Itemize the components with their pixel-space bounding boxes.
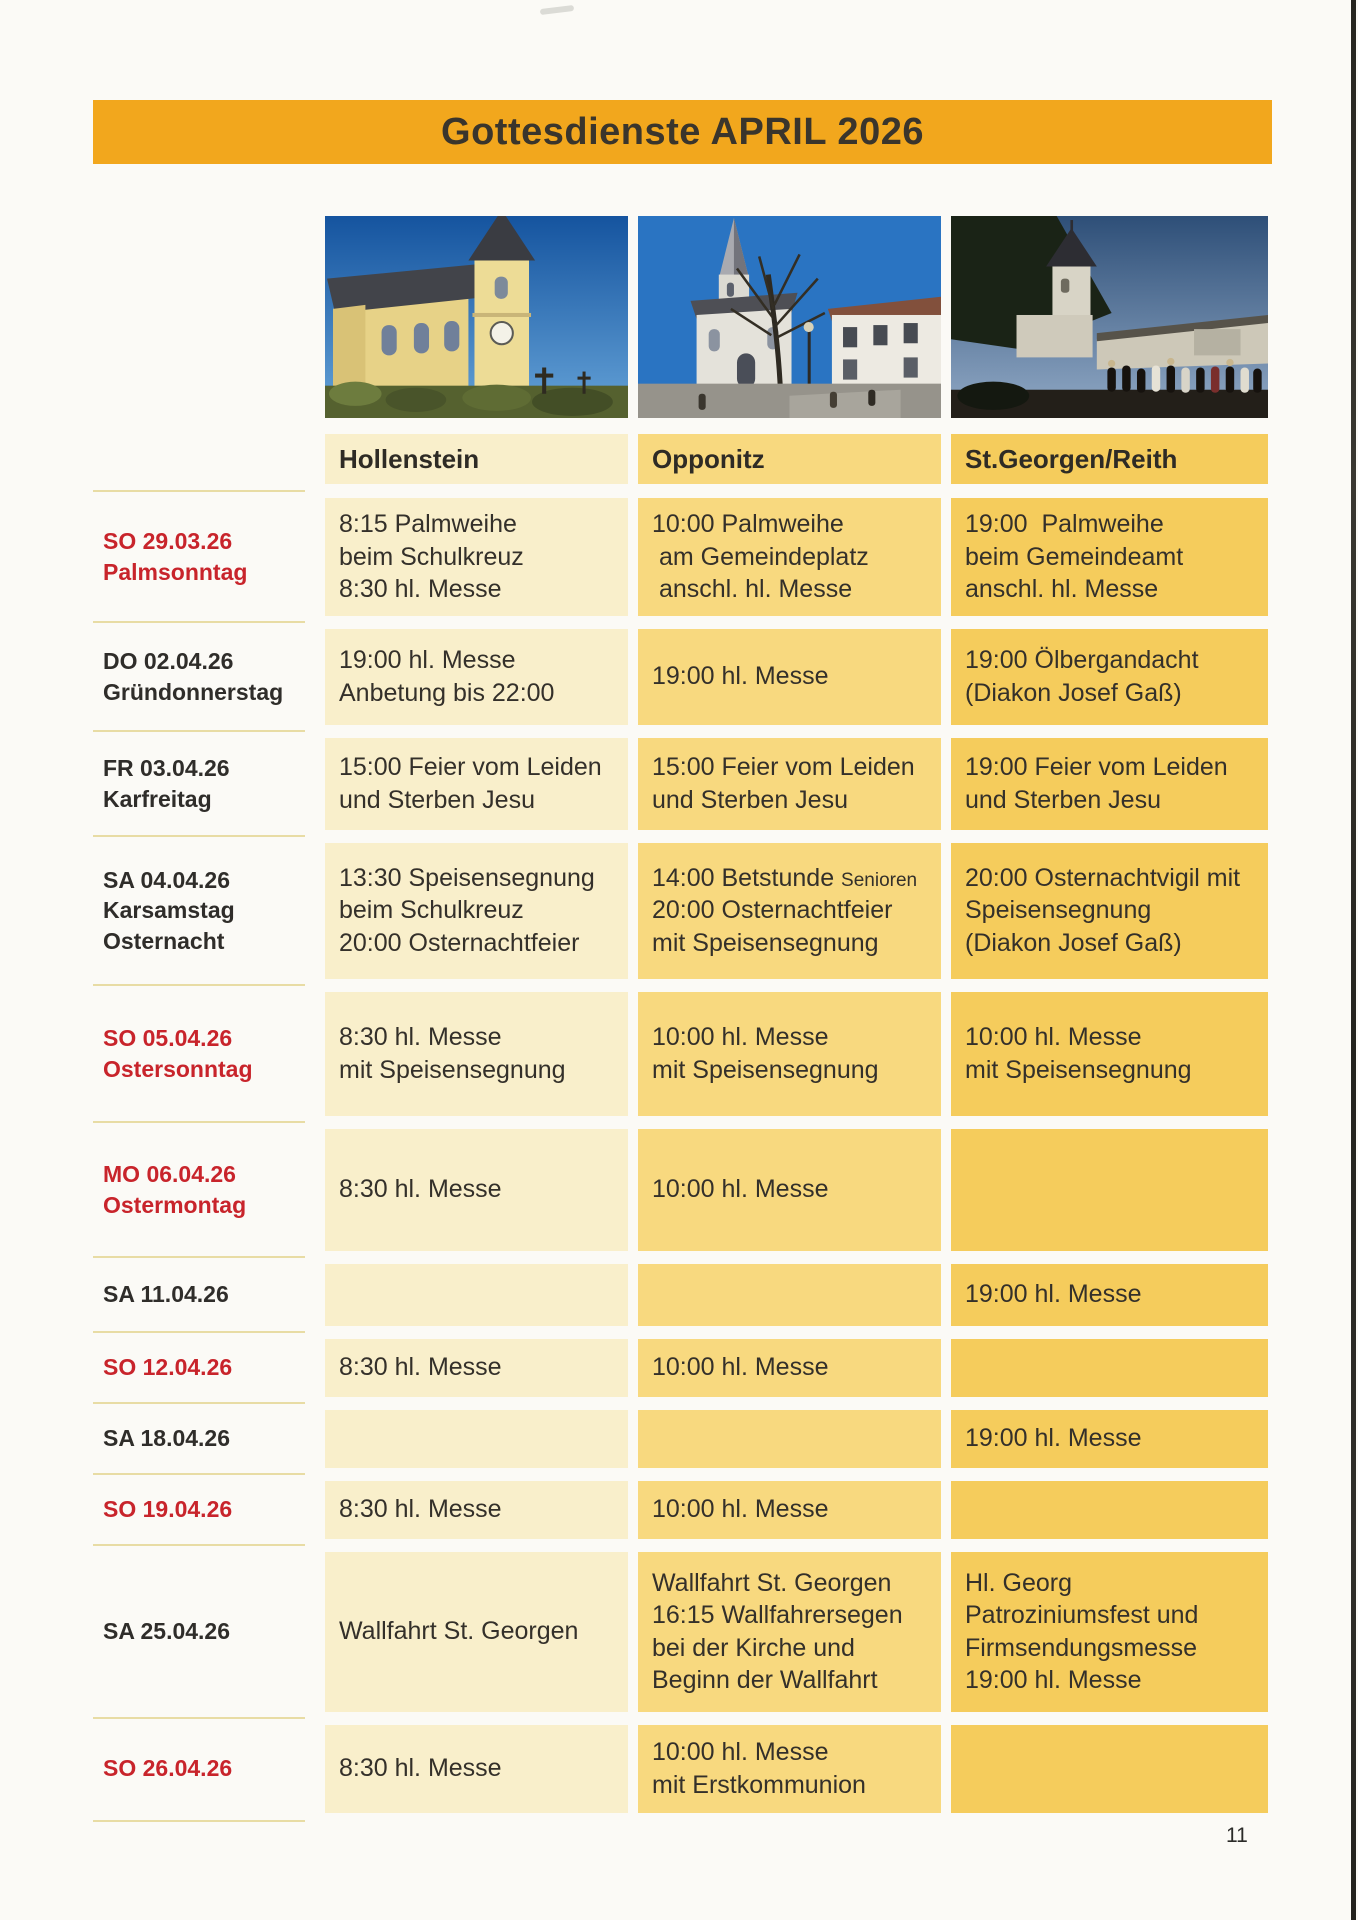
row-date: SA 18.04.26 xyxy=(103,1425,231,1452)
schedule-rows xyxy=(93,498,1272,1813)
service-cell-stgeorgen: 19:00 hl. Messe xyxy=(951,1410,1268,1468)
service-cell-hollenstein xyxy=(325,1264,628,1326)
page-number: 11 xyxy=(1226,1824,1248,1847)
service-cell-hollenstein: 8:30 hl. Messe xyxy=(325,1339,628,1397)
service-cell-opponitz: 10:00 hl. Messe mit Speisensegnung xyxy=(638,992,941,1116)
church-photo-strip xyxy=(93,216,1272,418)
table-row xyxy=(93,498,1272,616)
page-title: Gottesdienste APRIL 2026 xyxy=(441,110,924,153)
service-cell-opponitz: 10:00 Palmweihe am Gemeindeplatz anschl. hl. Messe xyxy=(638,498,941,616)
page-content xyxy=(93,0,1272,1826)
table-row xyxy=(93,738,1272,830)
row-date: SO 19.04.26 xyxy=(103,1496,233,1523)
service-cell-hollenstein: 8:30 hl. Messe mit Speisensegnung xyxy=(325,992,628,1116)
table-row xyxy=(93,1339,1272,1397)
table-row xyxy=(93,1481,1272,1539)
row-date: SA 25.04.26 xyxy=(103,1618,231,1645)
row-date: SO 12.04.26 xyxy=(103,1354,233,1381)
column-header-stgeorgen: St.Georgen/Reith xyxy=(951,434,1268,484)
header-spacer xyxy=(93,434,315,484)
title-banner xyxy=(93,100,1272,164)
service-cell-opponitz xyxy=(638,1264,941,1326)
row-date: SO 26.04.26 xyxy=(103,1755,233,1782)
service-cell-stgeorgen xyxy=(951,1129,1268,1251)
column-header-hollenstein: Hollenstein xyxy=(325,434,628,484)
service-cell-hollenstein: Wallfahrt St. Georgen xyxy=(325,1552,628,1712)
service-cell-stgeorgen xyxy=(951,1481,1268,1539)
table-row xyxy=(93,1410,1272,1468)
table-row xyxy=(93,1552,1272,1712)
stgeorgen-church-photo xyxy=(951,216,1268,418)
service-cell-opponitz: 10:00 hl. Messe xyxy=(638,1481,941,1539)
service-cell-hollenstein: 15:00 Feier vom Leiden und Sterben Jesu xyxy=(325,738,628,830)
service-cell-hollenstein: 8:30 hl. Messe xyxy=(325,1725,628,1813)
service-cell-opponitz: 19:00 hl. Messe xyxy=(638,629,941,725)
service-cell-opponitz: 14:00 Betstunde Senioren 20:00 Osternachtfeier mit Speisensegnung xyxy=(638,843,941,979)
service-cell-hollenstein xyxy=(325,1410,628,1468)
table-header-row xyxy=(93,434,1272,484)
row-date: SA 04.04.26 Karsamstag Osternacht xyxy=(103,866,235,954)
table-row xyxy=(93,1129,1272,1251)
row-date: DO 02.04.26 Gründonnerstag xyxy=(103,648,284,705)
service-cell-opponitz: 15:00 Feier vom Leiden und Sterben Jesu xyxy=(638,738,941,830)
service-cell-hollenstein: 13:30 Speisensegnung beim Schulkreuz 20:00 Osternachtfeier xyxy=(325,843,628,979)
table-row xyxy=(93,1725,1272,1813)
service-cell-opponitz: Wallfahrt St. Georgen 16:15 Wallfahrersegen bei der Kirche und Beginn der Wallfahrt xyxy=(638,1552,941,1712)
service-cell-stgeorgen: 19:00 hl. Messe xyxy=(951,1264,1268,1326)
table-row xyxy=(93,843,1272,979)
service-cell-stgeorgen: 20:00 Osternachtvigil mit Speisensegnung (Diakon Josef Gaß) xyxy=(951,843,1268,979)
service-cell-opponitz xyxy=(638,1410,941,1468)
service-cell-hollenstein: 19:00 hl. Messe Anbetung bis 22:00 xyxy=(325,629,628,725)
service-cell-stgeorgen xyxy=(951,1725,1268,1813)
service-cell-stgeorgen: 10:00 hl. Messe mit Speisensegnung xyxy=(951,992,1268,1116)
hollenstein-church-photo xyxy=(325,216,628,418)
service-cell-stgeorgen xyxy=(951,1339,1268,1397)
service-cell-hollenstein: 8:15 Palmweihe beim Schulkreuz 8:30 hl. Messe xyxy=(325,498,628,616)
service-cell-stgeorgen: 19:00 Feier vom Leiden und Sterben Jesu xyxy=(951,738,1268,830)
service-cell-stgeorgen: 19:00 Ölbergandacht (Diakon Josef Gaß) xyxy=(951,629,1268,725)
service-cell-stgeorgen: Hl. Georg Patroziniumsfest und Firmsendungsmesse 19:00 hl. Messe xyxy=(951,1552,1268,1712)
photo-strip-spacer xyxy=(93,216,315,418)
column-header-opponitz: Opponitz xyxy=(638,434,941,484)
service-cell-opponitz: 10:00 hl. Messe xyxy=(638,1339,941,1397)
table-row xyxy=(93,629,1272,725)
scan-edge-artifact xyxy=(1351,0,1356,1920)
row-date: SA 11.04.26 xyxy=(103,1281,229,1308)
table-row xyxy=(93,1264,1272,1326)
service-cell-stgeorgen: 19:00 Palmweihe beim Gemeindeamt anschl. hl. Messe xyxy=(951,498,1268,616)
table-row xyxy=(93,992,1272,1116)
service-cell-hollenstein: 8:30 hl. Messe xyxy=(325,1481,628,1539)
opponitz-church-photo xyxy=(638,216,941,418)
row-date: MO 06.04.26 Ostermontag xyxy=(103,1161,247,1218)
service-cell-opponitz: 10:00 hl. Messe xyxy=(638,1129,941,1251)
row-date: FR 03.04.26 Karfreitag xyxy=(103,755,230,812)
row-date: SO 05.04.26 Ostersonntag xyxy=(103,1025,253,1082)
service-cell-hollenstein: 8:30 hl. Messe xyxy=(325,1129,628,1251)
service-cell-opponitz: 10:00 hl. Messe mit Erstkommunion xyxy=(638,1725,941,1813)
row-date: SO 29.03.26 Palmsonntag xyxy=(103,528,248,585)
